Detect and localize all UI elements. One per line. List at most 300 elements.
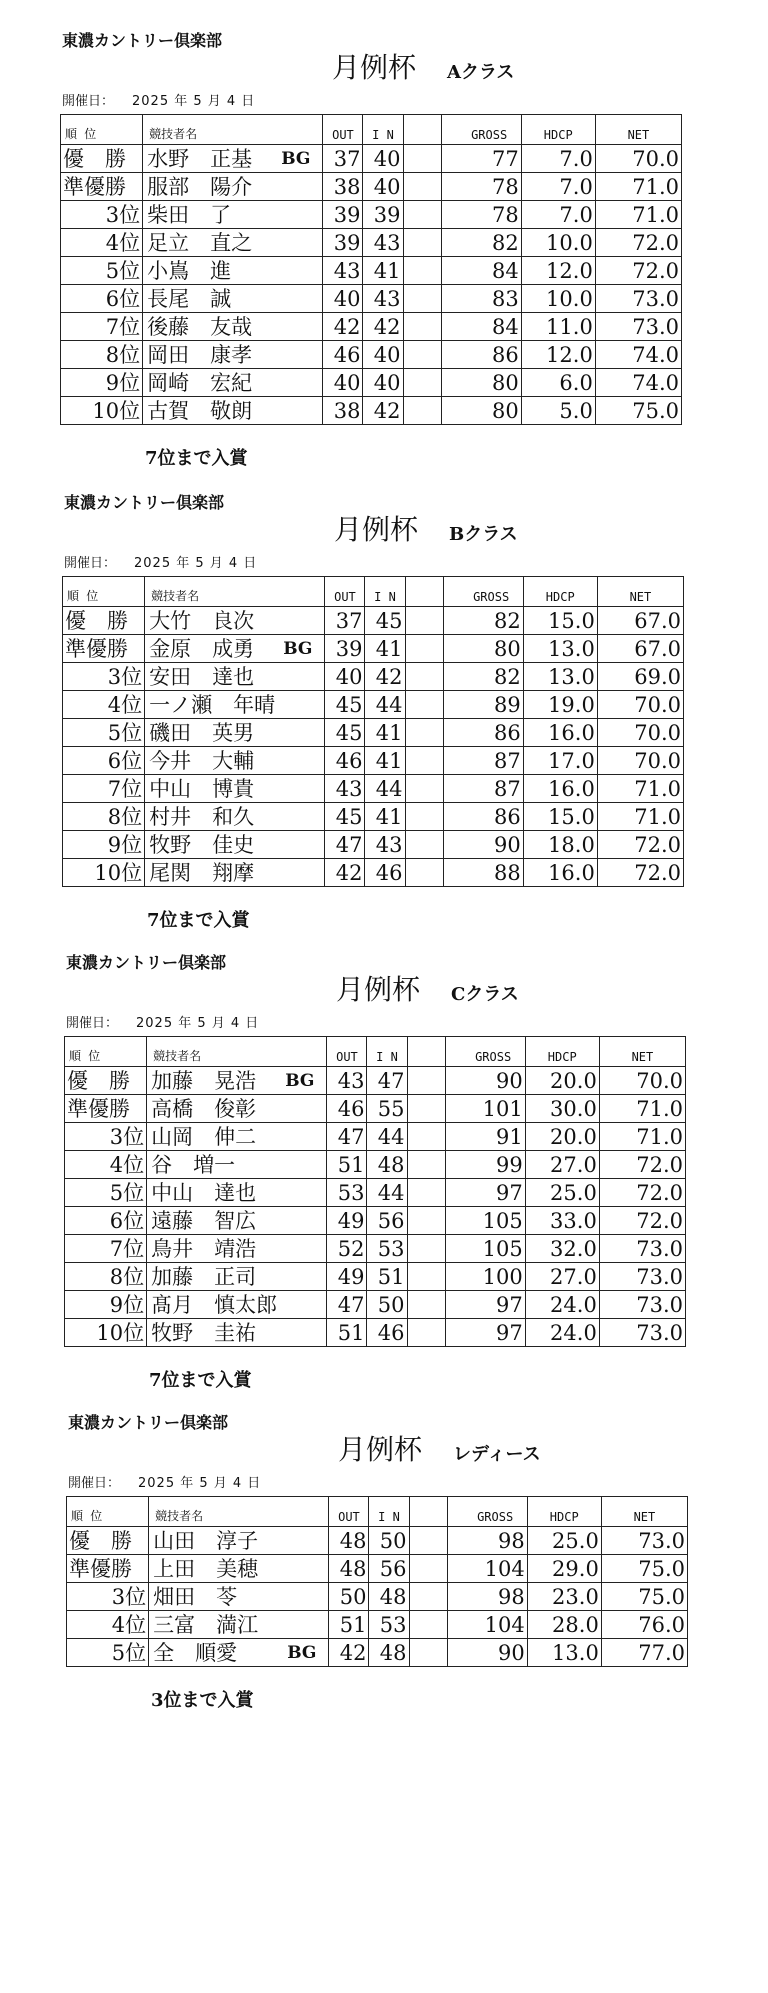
hdcp-cell: 7.0 — [521, 201, 595, 229]
player-name: 水野 正基 — [147, 146, 253, 171]
gross-cell: 104 — [447, 1611, 527, 1639]
rank-cell: 優 勝 — [65, 1067, 147, 1095]
player-name-cell — [145, 775, 325, 803]
header-out: OUT — [327, 1037, 367, 1067]
table-row — [65, 1263, 686, 1291]
gross-cell: 98 — [447, 1583, 527, 1611]
in-score-cell: 41 — [365, 635, 405, 663]
blank-cell — [405, 635, 443, 663]
table-row — [65, 1151, 686, 1179]
net-cell: 74.0 — [595, 369, 681, 397]
out-score-cell: 52 — [327, 1235, 367, 1263]
class-name: Bクラス — [449, 524, 518, 545]
player-name-cell — [143, 145, 323, 173]
rank-cell: 8位 — [63, 803, 145, 831]
header-net: NET — [595, 115, 681, 145]
player-name-cell — [145, 803, 325, 831]
net-cell: 72.0 — [597, 859, 683, 887]
gross-cell: 83 — [441, 285, 521, 313]
blank-cell — [407, 1095, 445, 1123]
player-name-cell — [147, 1179, 327, 1207]
player-name: 三富 満江 — [153, 1612, 259, 1637]
club-name: 東濃カントリー倶楽部 — [68, 1413, 229, 1432]
net-cell: 72.0 — [599, 1151, 685, 1179]
out-score-cell: 50 — [329, 1583, 369, 1611]
net-cell: 72.0 — [599, 1179, 685, 1207]
rank-cell: 準優勝 — [67, 1555, 149, 1583]
player-name: 長尾 誠 — [147, 286, 232, 311]
date-label: 開催日： — [64, 556, 117, 571]
header-net: NET — [597, 577, 683, 607]
net-cell: 72.0 — [597, 831, 683, 859]
player-name: 小嶌 進 — [147, 258, 232, 283]
header-hdcp: HDCP — [523, 577, 597, 607]
hdcp-cell: 25.0 — [525, 1179, 599, 1207]
hdcp-cell: 12.0 — [521, 341, 595, 369]
player-name-cell — [143, 285, 323, 313]
rank-cell: 優 勝 — [67, 1527, 149, 1555]
gross-cell: 91 — [445, 1123, 525, 1151]
table-row — [61, 229, 682, 257]
table-header-row — [63, 577, 684, 607]
date-label: 開催日： — [66, 1016, 119, 1031]
in-score-cell: 40 — [363, 341, 403, 369]
hdcp-cell: 16.0 — [523, 859, 597, 887]
player-name-cell — [147, 1095, 327, 1123]
gross-cell: 80 — [441, 397, 521, 425]
prize-note: 7位まで入賞 — [145, 448, 248, 469]
header-gross: GROSS — [447, 1497, 527, 1527]
player-name-cell — [145, 607, 325, 635]
out-score-cell: 51 — [327, 1319, 367, 1347]
club-name: 東濃カントリー倶楽部 — [66, 953, 227, 972]
in-score-cell: 55 — [367, 1095, 407, 1123]
blank-cell — [405, 803, 443, 831]
hdcp-cell: 24.0 — [525, 1291, 599, 1319]
player-name-cell — [147, 1067, 327, 1095]
rank-cell: 5位 — [61, 257, 143, 285]
class-name: Cクラス — [451, 984, 519, 1005]
hdcp-cell: 27.0 — [525, 1263, 599, 1291]
blank-cell — [409, 1583, 447, 1611]
in-score-cell: 40 — [363, 173, 403, 201]
hdcp-cell: 13.0 — [523, 663, 597, 691]
player-name-cell — [147, 1123, 327, 1151]
blank-cell — [407, 1123, 445, 1151]
out-score-cell: 40 — [325, 663, 365, 691]
gross-cell: 101 — [445, 1095, 525, 1123]
net-cell: 73.0 — [595, 313, 681, 341]
player-name-cell — [149, 1555, 329, 1583]
event-date — [66, 1012, 259, 1031]
rank-cell: 5位 — [67, 1639, 149, 1667]
gross-cell: 97 — [445, 1291, 525, 1319]
gross-cell: 87 — [443, 775, 523, 803]
table-row — [63, 663, 684, 691]
out-score-cell: 42 — [329, 1639, 369, 1667]
net-cell: 72.0 — [595, 229, 681, 257]
hdcp-cell: 5.0 — [521, 397, 595, 425]
player-name: 村井 和久 — [149, 804, 255, 829]
table-row — [61, 201, 682, 229]
blank-cell — [409, 1527, 447, 1555]
in-score-cell: 44 — [367, 1123, 407, 1151]
player-name: 高橋 俊彰 — [151, 1096, 257, 1121]
gross-cell: 78 — [441, 201, 521, 229]
in-score-cell: 46 — [367, 1319, 407, 1347]
rank-cell: 優 勝 — [61, 145, 143, 173]
blank-cell — [403, 229, 441, 257]
blank-cell — [405, 691, 443, 719]
player-name-cell — [145, 859, 325, 887]
out-score-cell: 48 — [329, 1527, 369, 1555]
net-cell: 73.0 — [599, 1263, 685, 1291]
table-row — [61, 313, 682, 341]
event-title: 月例杯 — [334, 513, 419, 546]
gross-cell: 104 — [447, 1555, 527, 1583]
player-name: 柴田 了 — [147, 202, 232, 227]
header-blank — [403, 115, 441, 145]
player-name-cell — [143, 173, 323, 201]
rank-cell: 優 勝 — [63, 607, 145, 635]
header-in: I N — [367, 1037, 407, 1067]
in-score-cell: 45 — [365, 607, 405, 635]
hdcp-cell: 12.0 — [521, 257, 595, 285]
out-score-cell: 37 — [325, 607, 365, 635]
rank-cell: 5位 — [63, 719, 145, 747]
player-name: 鳥井 靖浩 — [151, 1236, 257, 1261]
table-row — [67, 1555, 688, 1583]
blank-cell — [407, 1235, 445, 1263]
gross-cell: 86 — [443, 719, 523, 747]
in-score-cell: 43 — [363, 285, 403, 313]
in-score-cell: 56 — [367, 1207, 407, 1235]
in-score-cell: 46 — [365, 859, 405, 887]
net-cell: 73.0 — [599, 1319, 685, 1347]
header-rank: 順 位 — [65, 1037, 147, 1067]
out-score-cell: 43 — [325, 775, 365, 803]
rank-cell: 8位 — [61, 341, 143, 369]
table-row — [63, 635, 684, 663]
blank-cell — [403, 313, 441, 341]
player-name-cell — [143, 313, 323, 341]
player-name: 後藤 友哉 — [147, 314, 253, 339]
rank-cell: 6位 — [65, 1207, 147, 1235]
hdcp-cell: 11.0 — [521, 313, 595, 341]
net-cell: 70.0 — [599, 1067, 685, 1095]
gross-cell: 84 — [441, 257, 521, 285]
out-score-cell: 49 — [327, 1263, 367, 1291]
header-in: I N — [369, 1497, 409, 1527]
player-name: 中山 博貴 — [149, 776, 255, 801]
rank-cell: 10位 — [65, 1319, 147, 1347]
gross-cell: 87 — [443, 747, 523, 775]
date-value: 2025 年 5 月 4 日 — [138, 1476, 262, 1491]
table-row — [65, 1095, 686, 1123]
header-rank: 順 位 — [67, 1497, 149, 1527]
in-score-cell: 40 — [363, 369, 403, 397]
rank-cell: 3位 — [67, 1583, 149, 1611]
hdcp-cell: 33.0 — [525, 1207, 599, 1235]
net-cell: 71.0 — [595, 173, 681, 201]
blank-cell — [409, 1611, 447, 1639]
gross-cell: 80 — [443, 635, 523, 663]
header-gross: GROSS — [443, 577, 523, 607]
in-score-cell: 41 — [365, 747, 405, 775]
table-row — [61, 397, 682, 425]
hdcp-cell: 6.0 — [521, 369, 595, 397]
table-row — [61, 173, 682, 201]
gross-cell: 82 — [443, 663, 523, 691]
header-gross: GROSS — [441, 115, 521, 145]
in-score-cell: 42 — [363, 397, 403, 425]
player-name-cell — [143, 257, 323, 285]
rank-cell: 3位 — [65, 1123, 147, 1151]
in-score-cell: 41 — [365, 719, 405, 747]
net-cell: 71.0 — [597, 775, 683, 803]
table-row — [65, 1207, 686, 1235]
table-row — [61, 285, 682, 313]
player-name: 山岡 伸二 — [151, 1124, 257, 1149]
out-score-cell: 38 — [323, 173, 363, 201]
header-net: NET — [601, 1497, 687, 1527]
rank-cell: 4位 — [61, 229, 143, 257]
out-score-cell: 37 — [323, 145, 363, 173]
table-row — [63, 607, 684, 635]
hdcp-cell: 18.0 — [523, 831, 597, 859]
player-name: 畑田 苓 — [153, 1584, 238, 1609]
player-name-cell — [147, 1207, 327, 1235]
gross-cell: 82 — [443, 607, 523, 635]
player-name: 安田 達也 — [149, 664, 255, 689]
hdcp-cell: 17.0 — [523, 747, 597, 775]
net-cell: 70.0 — [595, 145, 681, 173]
blank-cell — [405, 607, 443, 635]
table-row — [65, 1067, 686, 1095]
header-out: OUT — [329, 1497, 369, 1527]
table-row — [67, 1527, 688, 1555]
player-name: 古賀 敬朗 — [147, 398, 253, 423]
table-row — [63, 719, 684, 747]
out-score-cell: 46 — [325, 747, 365, 775]
out-score-cell: 40 — [323, 369, 363, 397]
in-score-cell: 53 — [369, 1611, 409, 1639]
table-row — [65, 1179, 686, 1207]
table-row — [61, 341, 682, 369]
club-name: 東濃カントリー倶楽部 — [62, 31, 223, 50]
club-name: 東濃カントリー倶楽部 — [64, 493, 225, 512]
class-name: レディース — [453, 1444, 541, 1465]
net-cell: 76.0 — [601, 1611, 687, 1639]
rank-cell: 9位 — [65, 1291, 147, 1319]
player-name-cell — [147, 1235, 327, 1263]
table-row — [61, 369, 682, 397]
in-score-cell: 41 — [363, 257, 403, 285]
player-name-cell — [149, 1611, 329, 1639]
date-label: 開催日： — [68, 1476, 121, 1491]
player-name: 磯田 英男 — [149, 720, 255, 745]
rank-cell: 3位 — [61, 201, 143, 229]
gross-cell: 86 — [443, 803, 523, 831]
out-score-cell: 51 — [329, 1611, 369, 1639]
date-value: 2025 年 5 月 4 日 — [136, 1016, 260, 1031]
out-score-cell: 47 — [327, 1123, 367, 1151]
in-score-cell: 41 — [365, 803, 405, 831]
rank-cell: 6位 — [61, 285, 143, 313]
blank-cell — [405, 775, 443, 803]
in-score-cell: 43 — [365, 831, 405, 859]
gross-cell: 90 — [447, 1639, 527, 1667]
blank-cell — [405, 747, 443, 775]
player-name: 今井 大輔 — [149, 748, 255, 773]
out-score-cell: 43 — [327, 1067, 367, 1095]
results-table — [66, 1496, 688, 1667]
table-row — [63, 831, 684, 859]
hdcp-cell: 25.0 — [527, 1527, 601, 1555]
player-name-cell — [145, 663, 325, 691]
rank-cell: 3位 — [63, 663, 145, 691]
table-row — [63, 691, 684, 719]
event-title: 月例杯 — [338, 1433, 423, 1466]
player-name: 服部 陽介 — [147, 174, 253, 199]
table-row — [67, 1611, 688, 1639]
net-cell: 74.0 — [595, 341, 681, 369]
gross-cell: 89 — [443, 691, 523, 719]
blank-cell — [403, 257, 441, 285]
player-name: 谷 増一 — [151, 1152, 236, 1177]
header-blank — [407, 1037, 445, 1067]
hdcp-cell: 13.0 — [523, 635, 597, 663]
hdcp-cell: 32.0 — [525, 1235, 599, 1263]
in-score-cell: 51 — [367, 1263, 407, 1291]
date-label: 開催日： — [62, 94, 115, 109]
gross-cell: 78 — [441, 173, 521, 201]
table-row — [63, 775, 684, 803]
rank-cell: 10位 — [63, 859, 145, 887]
header-name: 競技者名 — [147, 1037, 327, 1067]
out-score-cell: 38 — [323, 397, 363, 425]
in-score-cell: 42 — [365, 663, 405, 691]
prize-note: 3位まで入賞 — [151, 1690, 254, 1711]
net-cell: 75.0 — [601, 1555, 687, 1583]
player-name: 牧野 佳史 — [149, 832, 255, 857]
table-row — [63, 859, 684, 887]
table-row — [61, 257, 682, 285]
blank-cell — [409, 1639, 447, 1667]
net-cell: 72.0 — [599, 1207, 685, 1235]
table-row — [65, 1123, 686, 1151]
blank-cell — [403, 341, 441, 369]
gross-cell: 105 — [445, 1207, 525, 1235]
rank-cell: 準優勝 — [65, 1095, 147, 1123]
table-row — [65, 1235, 686, 1263]
blank-cell — [407, 1151, 445, 1179]
gross-cell: 97 — [445, 1319, 525, 1347]
in-score-cell: 50 — [369, 1527, 409, 1555]
player-name: 全 順愛 — [153, 1640, 238, 1665]
header-out: OUT — [323, 115, 363, 145]
player-name: 足立 直之 — [147, 230, 253, 255]
net-cell: 73.0 — [601, 1527, 687, 1555]
blank-cell — [403, 201, 441, 229]
event-date — [62, 90, 255, 109]
date-value: 2025 年 5 月 4 日 — [132, 94, 256, 109]
results-table — [62, 576, 684, 887]
table-row — [61, 145, 682, 173]
blank-cell — [407, 1291, 445, 1319]
prize-note: 7位まで入賞 — [149, 1370, 252, 1391]
header-name: 競技者名 — [149, 1497, 329, 1527]
table-header-row — [65, 1037, 686, 1067]
table-row — [63, 747, 684, 775]
hdcp-cell: 30.0 — [525, 1095, 599, 1123]
player-name-cell — [149, 1639, 329, 1667]
player-name: 一ノ瀬 年晴 — [149, 692, 276, 717]
results-table — [64, 1036, 686, 1347]
player-name-cell — [145, 831, 325, 859]
rank-cell: 4位 — [63, 691, 145, 719]
gross-cell: 90 — [445, 1067, 525, 1095]
player-name-cell — [143, 201, 323, 229]
table-header-row — [61, 115, 682, 145]
blank-cell — [403, 397, 441, 425]
bg-badge: BG — [287, 1643, 317, 1663]
in-score-cell: 43 — [363, 229, 403, 257]
header-hdcp: HDCP — [521, 115, 595, 145]
player-name: 岡崎 宏紀 — [147, 370, 253, 395]
out-score-cell: 39 — [323, 201, 363, 229]
header-rank: 順 位 — [61, 115, 143, 145]
bg-badge: BG — [285, 1071, 315, 1091]
net-cell: 73.0 — [599, 1235, 685, 1263]
player-name-cell — [143, 369, 323, 397]
event-title: 月例杯 — [336, 973, 421, 1006]
player-name-cell — [143, 397, 323, 425]
player-name: 加藤 正司 — [151, 1264, 257, 1289]
hdcp-cell: 20.0 — [525, 1123, 599, 1151]
header-net: NET — [599, 1037, 685, 1067]
gross-cell: 82 — [441, 229, 521, 257]
net-cell: 67.0 — [597, 607, 683, 635]
rank-cell: 7位 — [65, 1235, 147, 1263]
gross-cell: 100 — [445, 1263, 525, 1291]
out-score-cell: 43 — [323, 257, 363, 285]
net-cell: 77.0 — [601, 1639, 687, 1667]
hdcp-cell: 24.0 — [525, 1319, 599, 1347]
net-cell: 72.0 — [595, 257, 681, 285]
out-score-cell: 40 — [323, 285, 363, 313]
rank-cell: 準優勝 — [63, 635, 145, 663]
net-cell: 73.0 — [599, 1291, 685, 1319]
bg-badge: BG — [283, 639, 313, 659]
hdcp-cell: 7.0 — [521, 173, 595, 201]
player-name: 山田 淳子 — [153, 1528, 259, 1553]
blank-cell — [403, 285, 441, 313]
rank-cell: 5位 — [65, 1179, 147, 1207]
blank-cell — [407, 1067, 445, 1095]
out-score-cell: 45 — [325, 803, 365, 831]
prize-note: 7位まで入賞 — [147, 910, 250, 931]
gross-cell: 105 — [445, 1235, 525, 1263]
out-score-cell: 49 — [327, 1207, 367, 1235]
header-hdcp: HDCP — [525, 1037, 599, 1067]
net-cell: 67.0 — [597, 635, 683, 663]
net-cell: 75.0 — [601, 1583, 687, 1611]
player-name-cell — [149, 1527, 329, 1555]
player-name: 岡田 康孝 — [147, 342, 253, 367]
in-score-cell: 53 — [367, 1235, 407, 1263]
out-score-cell: 48 — [329, 1555, 369, 1583]
